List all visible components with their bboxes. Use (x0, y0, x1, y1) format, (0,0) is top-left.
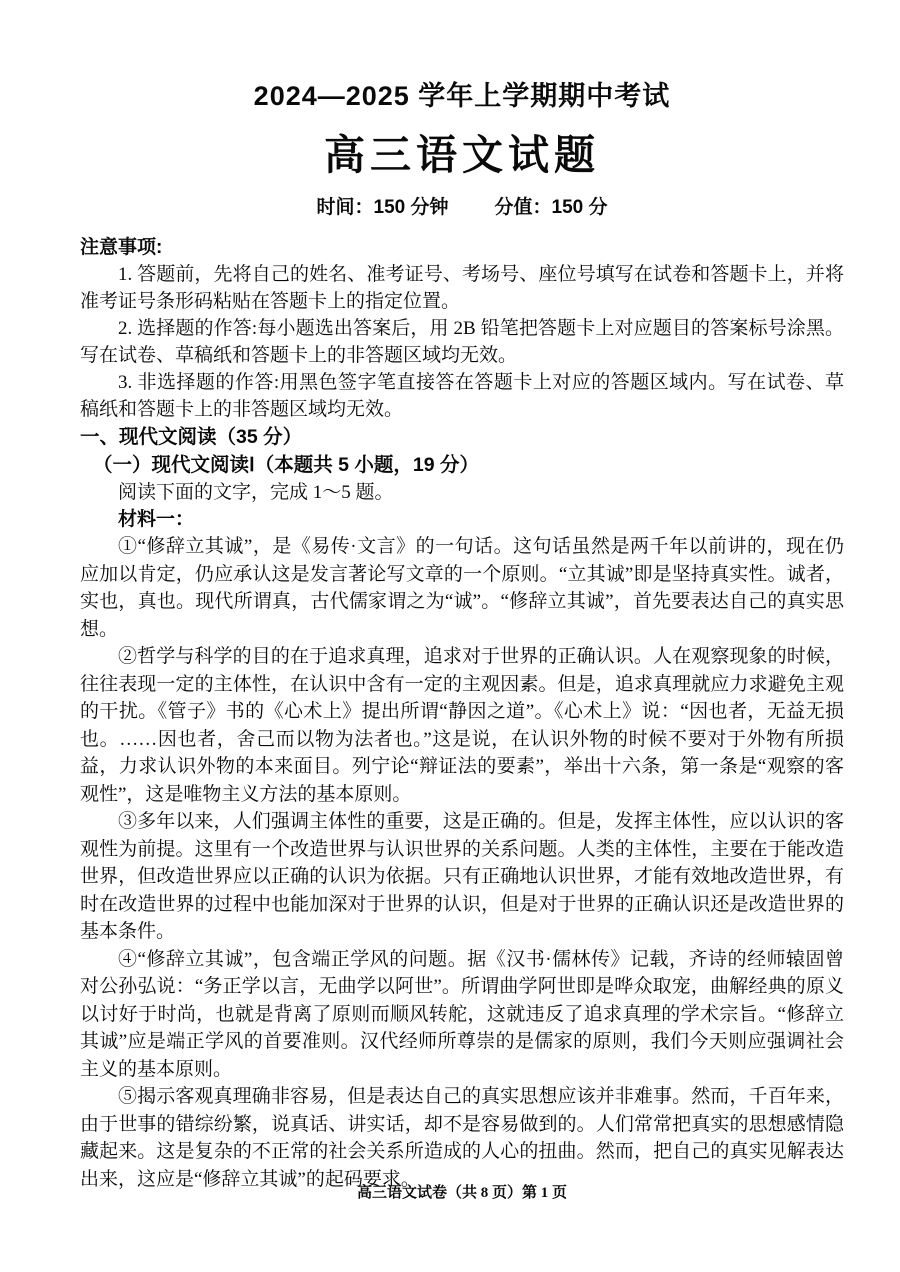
notice-item-2: 2. 选择题的作答:每小题选出答案后，用 2B 铅笔把答题卡上对应题目的答案标号涂黑。写在试卷、草稿纸和答题卡上的非答题区域均无效。 (80, 318, 844, 366)
material-paragraph-3: ③多年以来，人们强调主体性的重要，这是正确的。但是，发挥主体性，应以认识的客观性为前提。这里有一个改造世界与认识世界的关系问题。人类的主体性，主要在于能改造世界，但改造世界应以正确的认识为依据。只有正确地认识世界，才能有效地改造世界，有时在改造世界的过程中也能加深对于世界的认识，但是对于世界的正确认识还是改造世界的基本条件。 (80, 811, 844, 942)
exam-meta (80, 192, 844, 219)
notice-item-3: 3. 非选择题的作答:用黑色签字笔直接答在答题卡上对应的答题区域内。写在试卷、草稿纸和答题卡上的非答题区域均无效。 (80, 372, 844, 420)
section-heading-modern-reading: 一、现代文阅读（35 分） (80, 426, 303, 448)
material-paragraph-5: ⑤揭示客观真理确非容易，但是表达自己的真实思想应该并非难事。然而，千百年来，由于世事的错综纷繁，说真话、讲实话，却不是容易做到的。人们常常把真实的思想感情隐藏起来。这是复杂的不正常的社会关系所造成的人心的扭曲。然而，把自己的真实见解表达出来，这应是“修辞立其诚”的起码要求。 (80, 1086, 844, 1190)
reading-instruction: 阅读下面的文字，完成 1～5 题。 (118, 482, 394, 503)
material-one-label: 材料一： (118, 509, 195, 530)
subsection-heading-modern-reading-1: （一）现代文阅读Ⅰ（本题共 5 小题，19 分） (93, 454, 480, 476)
notice-heading: 注意事项: (80, 237, 163, 258)
material-paragraph-4: ④“修辞立其诚”，包含端正学风的问题。据《汉书·儒林传》记载，齐诗的经师辕固曾对公孙弘说：“务正学以言，无曲学以阿世”。所谓曲学阿世即是哗众取宠，曲解经典的原义以讨好于时尚，也就是背离了原则而顺风转舵，这就违反了追求真理的学术宗旨。“修辞立其诚”应是端正学风的首要准则。汉代经师所尊崇的是儒家的原则，我们今天则应强调社会主义的基本原则。 (80, 948, 844, 1080)
notice-item-1: 1. 答题前，先将自己的姓名、准考证号、考场号、座位号填写在试卷和答题卡上，并将准考证号条形码粘贴在答题卡上的指定位置。 (80, 264, 844, 312)
exam-session-title: 2024—2025 学年上学期期中考试 (253, 81, 671, 111)
score-label: 分值：150 分 (494, 197, 608, 218)
material-paragraph-1: ①“修辞立其诚”，是《易传·文言》的一句话。这句话虽然是两千年以前讲的，现在仍应加以肯定，仍应承认这是发言著论写文章的一个原则。“立其诚”即是坚持真实性。诚者，实也，真也。现代所谓真，古代儒家谓之为“诚”。“修辞立其诚”，首先要表达自己的真实思想。 (80, 536, 844, 640)
material-paragraph-2: ②哲学与科学的目的在于追求真理，追求对于世界的正确认识。人在观察现象的时候，往往表现一定的主体性，在认识中含有一定的主观因素。但是，追求真理就应力求避免主观的干扰。《管子》书的《心术上》提出所谓“静因之道”。《心术上》说：“因也者，无益无损也。……因也者，舍己而以物为法者也。”这是说，在认识外物的时候不要对于外物有所损益，力求认识外物的本来面目。列宁论“辩证法的要素”，举出十六条，第一条是“观察的客观性”，这是唯物主义方法的基本原则。 (80, 646, 844, 805)
page-footer: 高三语文试卷（共 8 页）第 1 页 (356, 1185, 567, 1201)
paper-title: 高三语文试题 (324, 132, 600, 178)
duration-label: 时间：150 分钟 (316, 197, 449, 218)
